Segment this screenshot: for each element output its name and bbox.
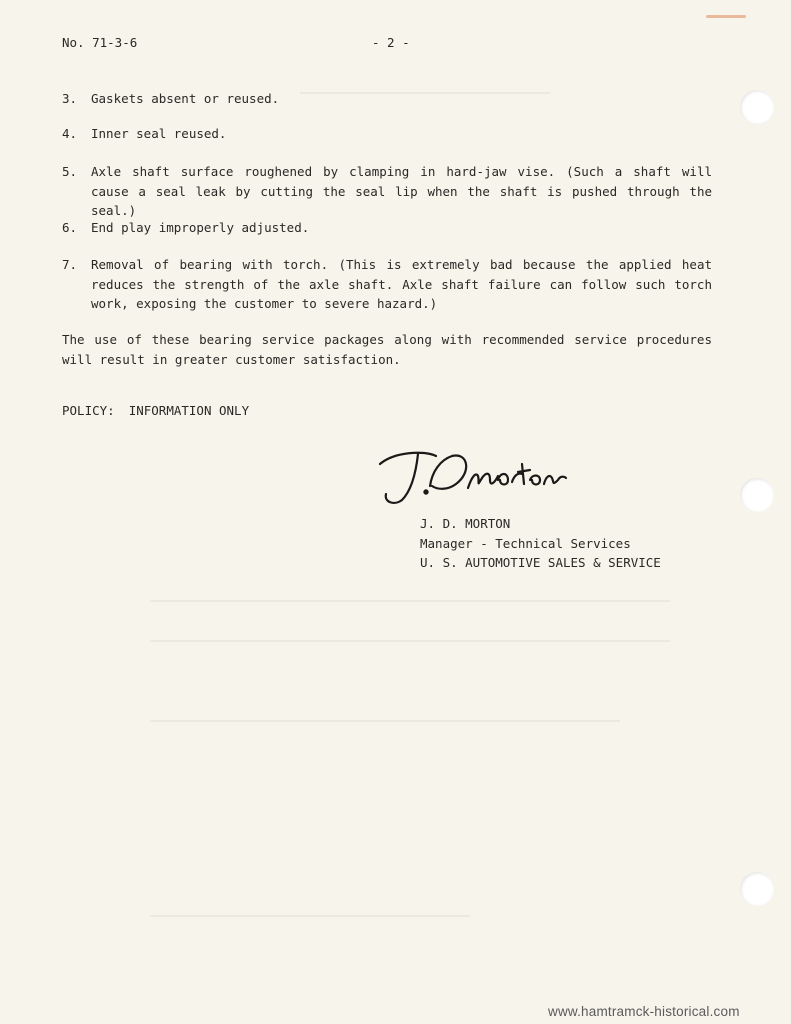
- bleed-through-line: [150, 915, 470, 917]
- signature-block: [420, 514, 661, 573]
- bleed-through-line: [150, 720, 620, 722]
- list-item-number: 6.: [62, 220, 78, 235]
- punch-hole: [740, 90, 774, 124]
- punch-hole: [740, 478, 774, 512]
- list-item: [62, 218, 712, 238]
- bleed-through-line: [150, 600, 670, 602]
- list-item: [62, 124, 712, 144]
- list-item-text: Gaskets absent or reused.: [91, 91, 280, 106]
- list-item-text: Axle shaft surface roughened by clamping in hard-jaw vise. (Such a shaft will cause a seal leak by cutting the seal lip when the shaft is pushed through the seal.): [91, 164, 712, 218]
- closing-paragraph: The use of these bearing service packages along with recommended service procedures will result in greater customer satisfaction.: [62, 332, 712, 367]
- policy-label: POLICY:: [62, 403, 115, 418]
- list-item-number: 7.: [62, 257, 78, 272]
- list-item-text: End play improperly adjusted.: [91, 220, 310, 235]
- list-item: [62, 89, 712, 109]
- punch-hole: [740, 872, 774, 906]
- list-item: [62, 255, 712, 314]
- handwritten-signature: [372, 442, 572, 510]
- signer-title: Manager - Technical Services: [420, 535, 631, 551]
- watermark: www.hamtramck-historical.com: [548, 1004, 740, 1019]
- list-item-number: 5.: [62, 164, 78, 179]
- list-item-number: 3.: [62, 91, 78, 106]
- corner-mark: [706, 15, 746, 18]
- list-item-text: Inner seal reused.: [91, 126, 227, 141]
- signer-name: J. D. MORTON: [420, 516, 511, 531]
- policy-value: INFORMATION ONLY: [128, 403, 250, 418]
- list-item-number: 4.: [62, 126, 78, 141]
- list-item-text: Removal of bearing with torch. (This is extremely bad because the applied heat reduces the strength of the axle shaft. Axle shaft failure can follow such torch work, exposing the customer to severe hazard.): [91, 257, 712, 311]
- policy-line: [62, 403, 249, 418]
- document-number: No. 71-3-6: [62, 35, 138, 50]
- bleed-through-line: [150, 640, 670, 642]
- signer-organization: U. S. AUTOMOTIVE SALES & SERVICE: [420, 555, 661, 570]
- page-number: - 2 -: [372, 35, 410, 50]
- list-item: [62, 162, 712, 221]
